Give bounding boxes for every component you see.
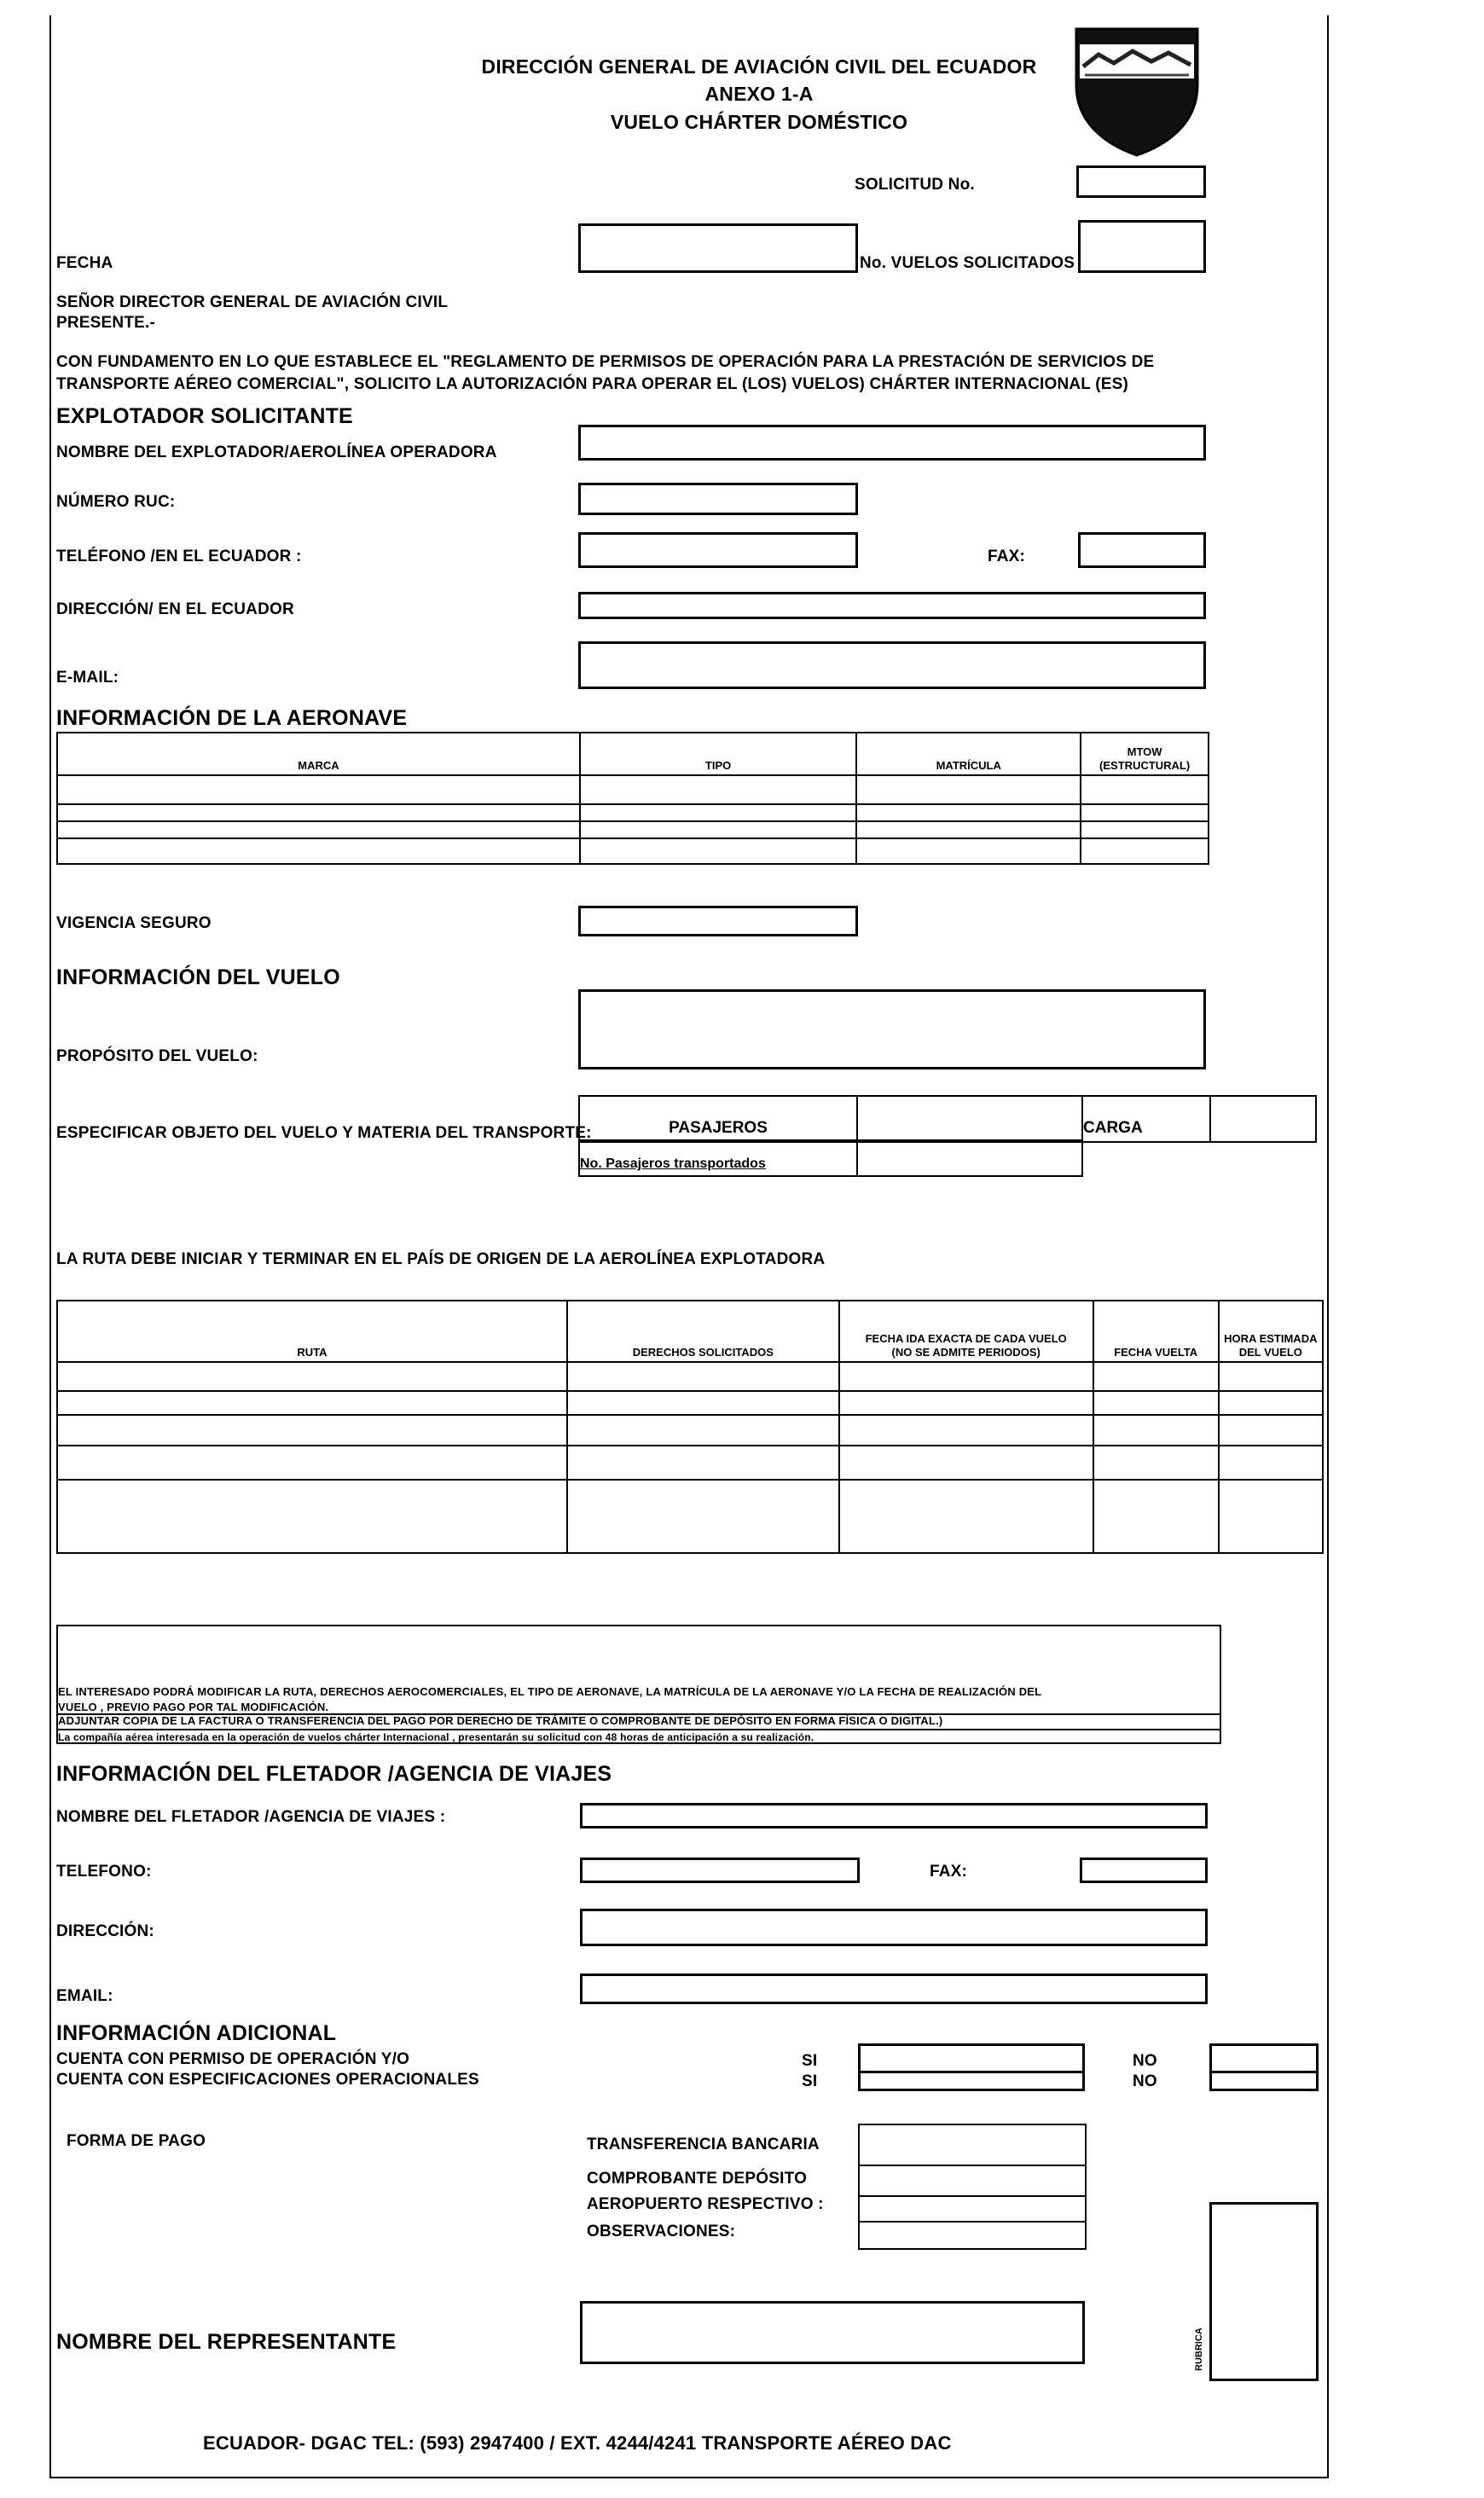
aeronave-row (57, 821, 1209, 838)
telefono-ecuador-label: TELÉFONO /EN EL ECUADOR : (56, 548, 302, 565)
aeronave-cell[interactable] (57, 838, 580, 864)
aeronave-cell[interactable] (1081, 838, 1209, 864)
ruta-cell[interactable] (839, 1480, 1093, 1553)
header-title: DIRECCIÓN GENERAL DE AVIACIÓN CIVIL DEL ECUADOR (481, 55, 1037, 78)
aeronave-row (57, 775, 1209, 804)
fletador-nombre-label: NOMBRE DEL FLETADOR /AGENCIA DE VIAJES : (56, 1808, 446, 1826)
permiso-label: CUENTA CON PERMISO DE OPERACIÓN Y/O (56, 2050, 410, 2068)
ruta-cell[interactable] (839, 1362, 1093, 1391)
pasajeros-label: PASAJEROS (579, 1096, 857, 1142)
ruta-cell[interactable] (567, 1480, 839, 1553)
explotador-email-label: E-MAIL: (56, 669, 119, 687)
aeronave-cell[interactable] (856, 804, 1081, 821)
header-annex: ANEXO 1-A (704, 83, 814, 105)
aeronave-heading: INFORMACIÓN DE LA AERONAVE (56, 706, 408, 730)
proposito-field[interactable] (578, 989, 1206, 1069)
ruta-row (57, 1391, 1323, 1415)
ruta-cell[interactable] (839, 1415, 1093, 1446)
rubrica-signature-box[interactable] (1209, 2202, 1319, 2381)
aeropuerto-field[interactable] (859, 2196, 1086, 2222)
explotador-nombre-label: NOMBRE DEL EXPLOTADOR/AEROLÍNEA OPERADORA (56, 443, 497, 461)
ruta-col-hora: HORA ESTIMADA DEL VUELO (1219, 1301, 1323, 1362)
notes-divider (58, 1729, 1220, 1730)
aeronave-cell[interactable] (856, 821, 1081, 838)
ruta-cell[interactable] (567, 1446, 839, 1480)
rubrica-label: RUBRICA (1194, 2327, 1204, 2371)
footer-contact: ECUADOR- DGAC TEL: (593) 2947400 / EXT. 4244/4241 TRANSPORTE AÉREO DAC (203, 2432, 952, 2454)
ruta-row (57, 1446, 1323, 1480)
vigencia-seguro-field[interactable] (578, 906, 858, 936)
ruc-field[interactable] (578, 483, 858, 515)
explotador-nombre-field[interactable] (578, 425, 1206, 461)
fletador-direccion-label: DIRECCIÓN: (56, 1922, 154, 1940)
aeronave-cell[interactable] (580, 775, 856, 804)
adicional-heading: INFORMACIÓN ADICIONAL (56, 2021, 337, 2045)
header-subtitle: VUELO CHÁRTER DOMÉSTICO (610, 111, 908, 133)
ruta-cell[interactable] (57, 1480, 567, 1553)
aeronave-col-marca: MARCA (57, 733, 580, 775)
ruta-row (57, 1480, 1323, 1553)
especificaciones-label: CUENTA CON ESPECIFICACIONES OPERACIONALES (56, 2071, 479, 2089)
fletador-heading: INFORMACIÓN DEL FLETADOR /AGENCIA DE VIAJES (56, 1762, 612, 1786)
ruta-cell[interactable] (1093, 1480, 1219, 1553)
aeronave-table (56, 732, 1209, 865)
vuelos-solicitados-label: No. VUELOS SOLICITADOS (860, 254, 1075, 272)
ruta-col-derechos: DERECHOS SOLICITADOS (567, 1301, 839, 1362)
ruta-cell[interactable] (567, 1362, 839, 1391)
aeronave-cell[interactable] (580, 821, 856, 838)
especificaciones-no-checkbox[interactable] (1209, 2071, 1319, 2091)
carga-label: CARGA (1082, 1096, 1210, 1142)
pasajeros-field[interactable] (857, 1096, 1082, 1142)
ruta-col-ruta: RUTA (57, 1301, 567, 1362)
aeronave-col-matricula: MATRÍCULA (856, 733, 1081, 775)
aeronave-cell[interactable] (856, 838, 1081, 864)
explotador-fax-field[interactable] (1078, 532, 1206, 568)
note-modificar-line2: VUELO , PREVIO PAGO POR TAL MODIFICACIÓN. (58, 1701, 329, 1713)
permiso-no-checkbox[interactable] (1209, 2043, 1319, 2074)
aeronave-cell[interactable] (57, 804, 580, 821)
aeronave-row (57, 804, 1209, 821)
ruta-row (57, 1415, 1323, 1446)
ruta-cell[interactable] (57, 1415, 567, 1446)
comprobante-label: COMPROBANTE DEPÓSITO (587, 2170, 808, 2188)
ruta-cell[interactable] (1219, 1480, 1323, 1553)
aeronave-cell[interactable] (1081, 775, 1209, 804)
carga-field[interactable] (1210, 1096, 1316, 1142)
ruta-table (56, 1300, 1324, 1554)
aeronave-cell[interactable] (1081, 804, 1209, 821)
vuelo-heading: INFORMACIÓN DEL VUELO (56, 965, 340, 989)
vigencia-seguro-label: VIGENCIA SEGURO (56, 914, 212, 932)
aeronave-col-tipo: TIPO (580, 733, 856, 775)
transferencia-field[interactable] (859, 2124, 1086, 2165)
ruta-cell[interactable] (1093, 1391, 1219, 1415)
no-pasajeros-field[interactable] (857, 1140, 1082, 1176)
telefono-ecuador-field[interactable] (578, 532, 858, 568)
representante-field[interactable] (580, 2301, 1085, 2364)
aeronave-cell[interactable] (57, 775, 580, 804)
aeronave-row (57, 838, 1209, 864)
fecha-field[interactable] (578, 223, 858, 273)
fletador-fax-label: FAX: (930, 1863, 968, 1881)
solicitud-number-field[interactable] (1076, 165, 1206, 198)
ruta-cell[interactable] (839, 1446, 1093, 1480)
no-label: NO (1133, 2052, 1157, 2070)
dgac-shield-logo (1073, 26, 1201, 158)
observaciones-label: OBSERVACIONES: (587, 2223, 736, 2240)
aeronave-cell[interactable] (580, 804, 856, 821)
letter-recipient: SEÑOR DIRECTOR GENERAL DE AVIACIÓN CIVIL (56, 293, 449, 311)
fletador-telefono-field[interactable] (580, 1858, 860, 1883)
fletador-nombre-field[interactable] (580, 1803, 1208, 1829)
ruta-cell[interactable] (1219, 1391, 1323, 1415)
note-adjuntar: ADJUNTAR COPIA DE LA FACTURA O TRANSFERENCIA DEL PAGO POR DERECHO DE TRÁMITE O COMPROBANTE DE DEPÓSITO EN FORMA FÍSICA O DIGITAL.) (58, 1714, 943, 1727)
ruta-cell[interactable] (1219, 1415, 1323, 1446)
ruta-cell[interactable] (839, 1391, 1093, 1415)
fletador-fax-field[interactable] (1080, 1858, 1208, 1883)
ruta-cell[interactable] (567, 1391, 839, 1415)
ruta-col-fecha-vuelta: FECHA VUELTA (1093, 1301, 1219, 1362)
aeronave-cell[interactable] (57, 821, 580, 838)
ruta-cell[interactable] (1219, 1362, 1323, 1391)
letter-body-line1: CON FUNDAMENTO EN LO QUE ESTABLECE EL "REGLAMENTO DE PERMISOS DE OPERACIÓN PARA LA PRESTACIÓN DE SERVICIOS DE (56, 353, 1155, 371)
letter-body-line2: TRANSPORTE AÉREO COMERCIAL", SOLICITO LA AUTORIZACIÓN PARA OPERAR EL (LOS) VUELOS) CHÁRTER INTERNACIONAL (ES) (56, 375, 1129, 393)
especificaciones-si-checkbox[interactable] (858, 2071, 1085, 2091)
ruta-cell[interactable] (1093, 1446, 1219, 1480)
si-label: SI (802, 2072, 818, 2090)
fletador-direccion-field[interactable] (580, 1909, 1208, 1946)
explotador-email-field[interactable] (578, 641, 1206, 689)
permiso-si-checkbox[interactable] (858, 2043, 1085, 2074)
ruta-col-fecha-ida: FECHA IDA EXACTA DE CADA VUELO (NO SE ADMITE PERIODOS) (839, 1301, 1093, 1362)
ruta-cell[interactable] (57, 1362, 567, 1391)
ruta-cell[interactable] (57, 1391, 567, 1415)
ruta-row (57, 1362, 1323, 1391)
objeto-table (578, 1095, 1317, 1143)
aeronave-col-mtow: MTOW (ESTRUCTURAL) (1081, 733, 1209, 775)
ruta-cell[interactable] (1093, 1362, 1219, 1391)
ruta-cell[interactable] (1093, 1415, 1219, 1446)
fletador-email-field[interactable] (580, 1973, 1208, 2004)
aeronave-cell[interactable] (580, 838, 856, 864)
transferencia-label: TRANSFERENCIA BANCARIA (587, 2136, 820, 2153)
ruta-cell[interactable] (567, 1415, 839, 1446)
ruta-cell[interactable] (1219, 1446, 1323, 1480)
no-pasajeros-label: No. Pasajeros transportados (579, 1140, 857, 1176)
proposito-label: PROPÓSITO DEL VUELO: (56, 1047, 258, 1065)
aeronave-cell[interactable] (1081, 821, 1209, 838)
fletador-email-label: EMAIL: (56, 1987, 113, 2005)
fecha-label: FECHA (56, 254, 113, 272)
letter-presente: PRESENTE.- (56, 314, 156, 332)
comprobante-field[interactable] (859, 2165, 1086, 2196)
no-label: NO (1133, 2072, 1157, 2090)
si-label: SI (802, 2052, 818, 2070)
ruc-label: NÚMERO RUC: (56, 493, 176, 511)
direccion-ecuador-field[interactable] (578, 592, 1206, 619)
direccion-ecuador-label: DIRECCIÓN/ EN EL ECUADOR (56, 600, 294, 618)
note-modificar-line1: EL INTERESADO PODRÁ MODIFICAR LA RUTA, DERECHOS AEROCOMERCIALES, EL TIPO DE AERONAVE, LA MATRÍCULA DE LA AERONAVE Y/O LA FECHA DE REALIZACIÓN DEL (58, 1685, 1042, 1698)
aeropuerto-label: AEROPUERTO RESPECTIVO : (587, 2195, 824, 2213)
explotador-heading: EXPLOTADOR SOLICITANTE (56, 404, 353, 428)
explotador-fax-label: FAX: (988, 548, 1026, 565)
fletador-telefono-label: TELEFONO: (56, 1863, 152, 1881)
pago-table (858, 2124, 1087, 2250)
aeronave-cell[interactable] (856, 775, 1081, 804)
observaciones-field[interactable] (859, 2222, 1086, 2249)
forma-pago-label: FORMA DE PAGO (67, 2132, 206, 2150)
ruta-note: LA RUTA DEBE INICIAR Y TERMINAR EN EL PAÍS DE ORIGEN DE LA AEROLÍNEA EXPLOTADORA (56, 1250, 826, 1268)
no-pasajeros-table (578, 1139, 1083, 1177)
vuelos-solicitados-field[interactable] (1078, 220, 1206, 273)
ruta-cell[interactable] (57, 1446, 567, 1480)
solicitud-label: SOLICITUD No. (855, 176, 975, 194)
representante-label: NOMBRE DEL REPRESENTANTE (56, 2330, 397, 2354)
note-anticipacion: La compañía aérea interesada en la operación de vuelos chárter Internacional , presentarán su solicitud con 48 horas de anticipación a su realización. (58, 1731, 814, 1743)
objeto-label: ESPECIFICAR OBJETO DEL VUELO Y MATERIA DEL TRANSPORTE: (56, 1124, 592, 1142)
